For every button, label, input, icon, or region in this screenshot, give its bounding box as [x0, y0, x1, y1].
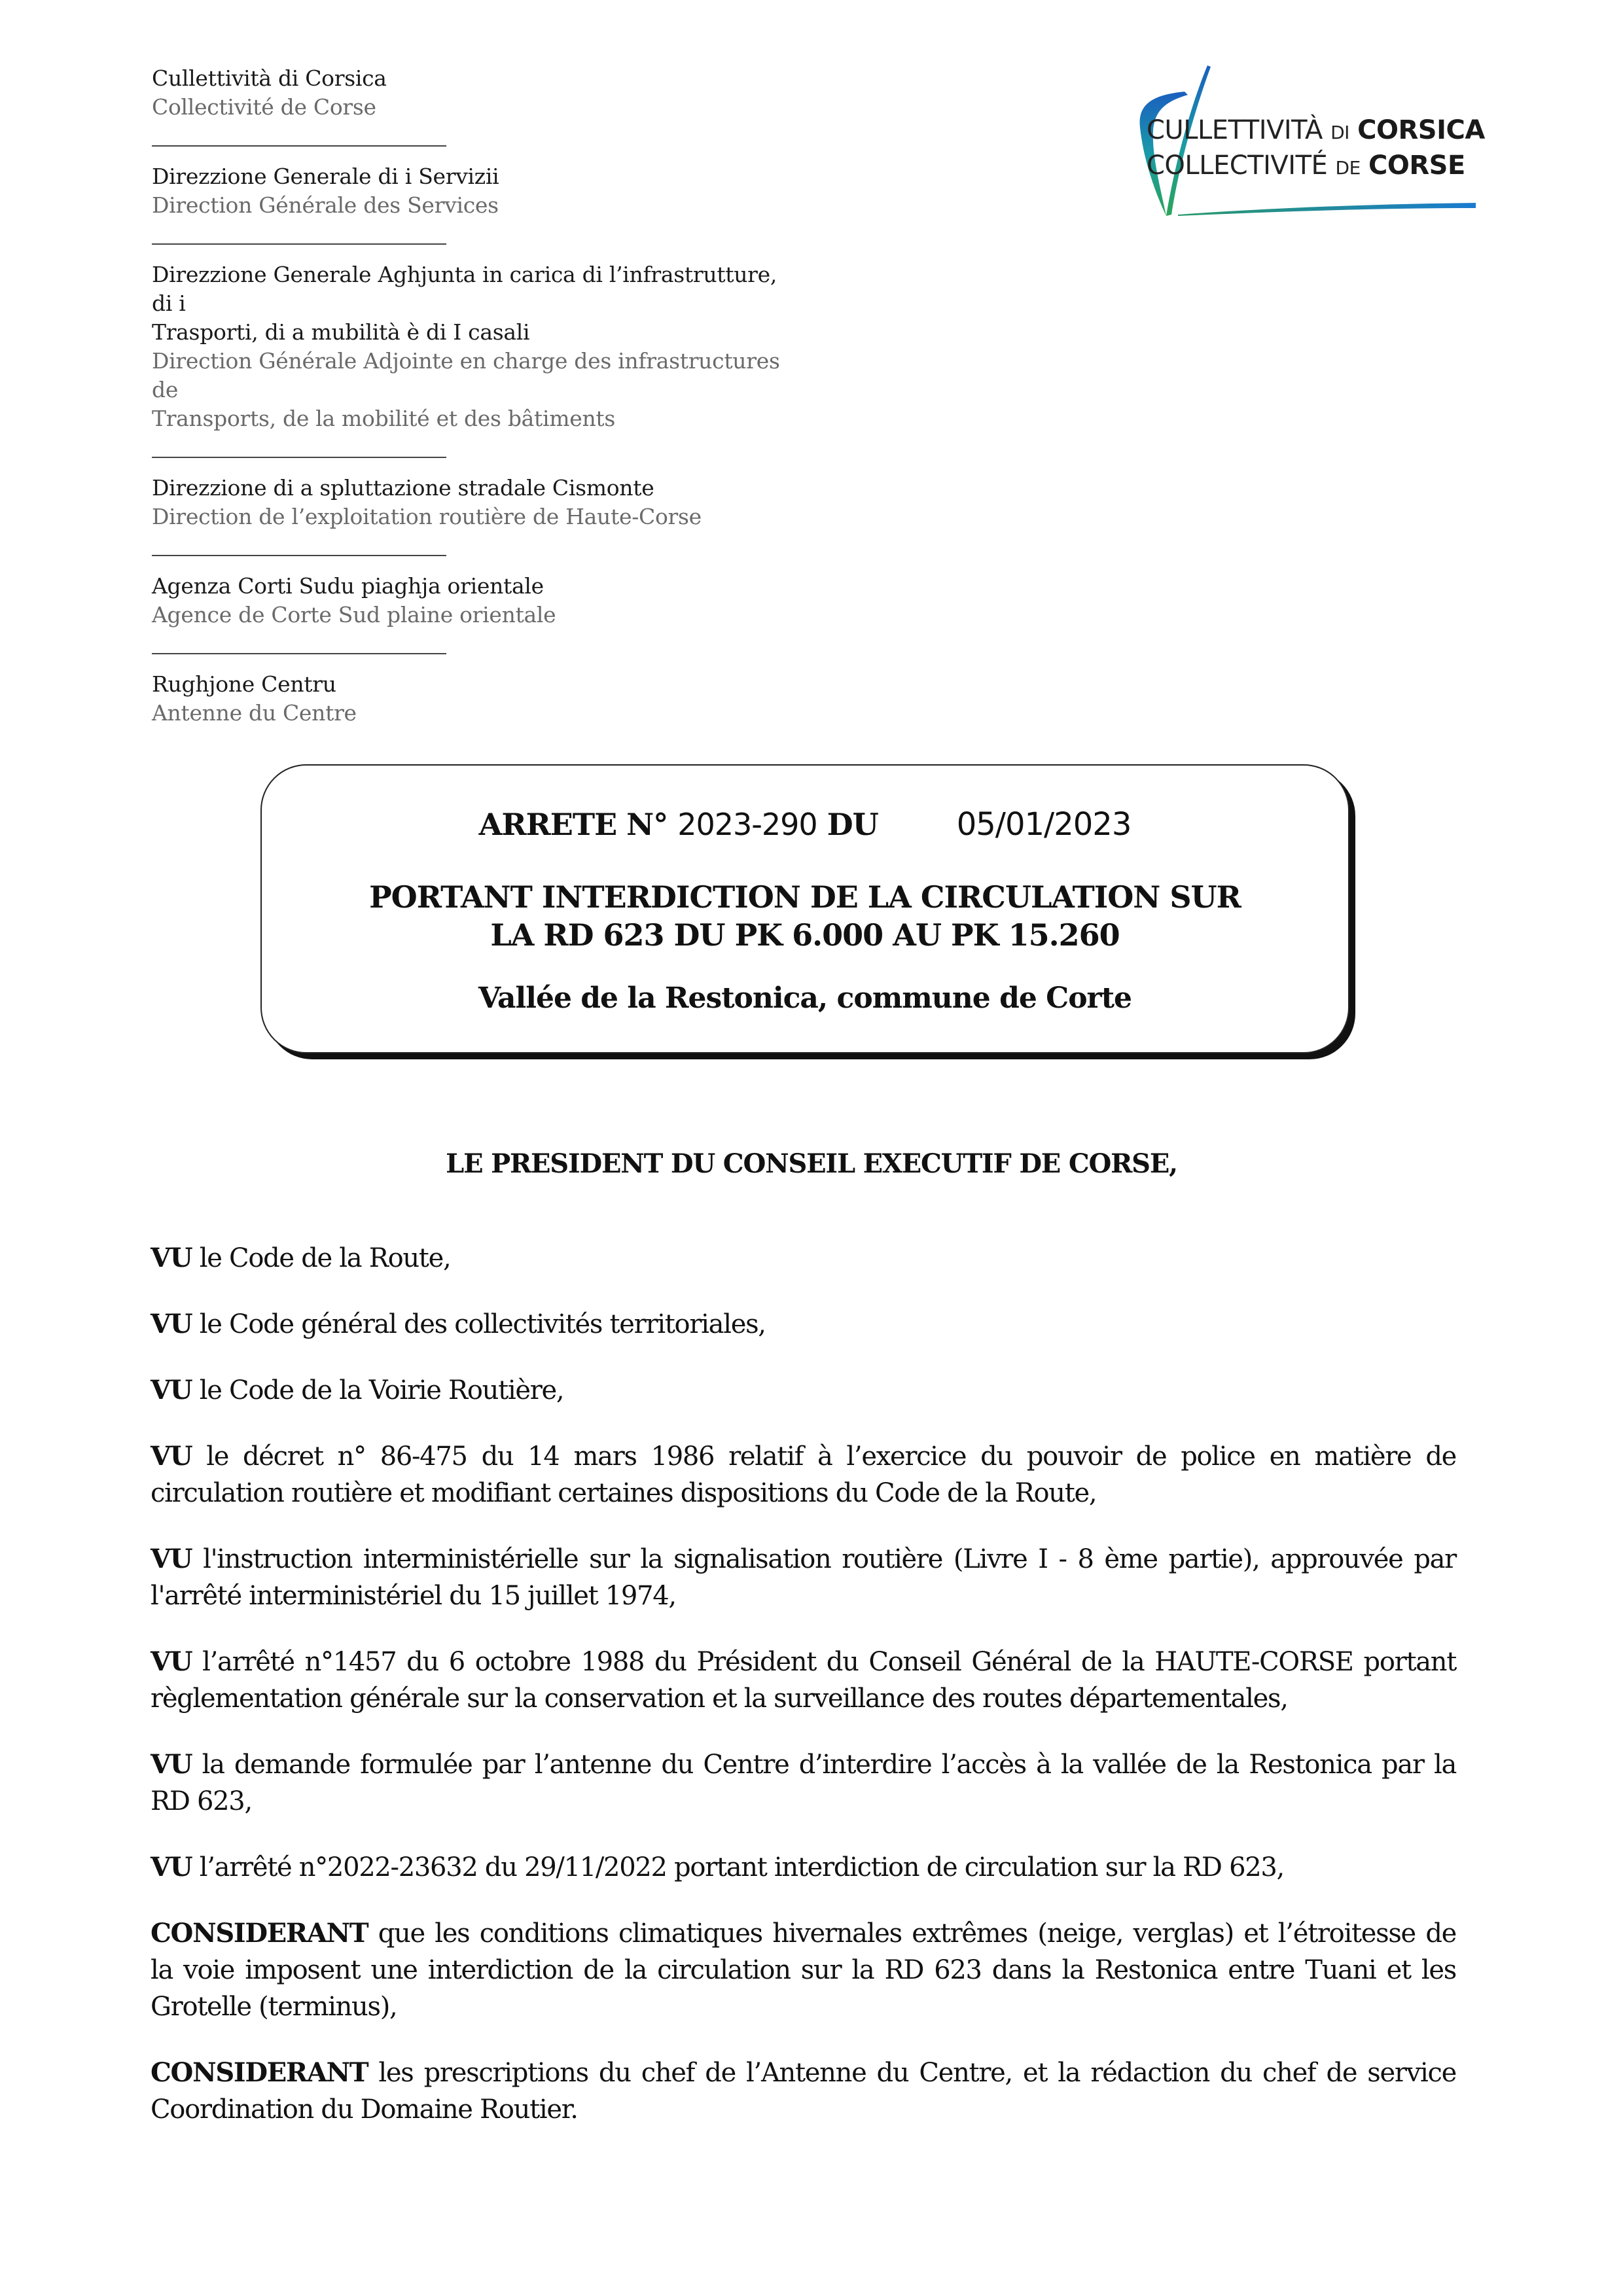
org-name-french: Direction de l’exploitation routière de Haute-Corse: [152, 504, 702, 529]
divider: [152, 243, 446, 245]
considerant-paragraph: CONSIDERANT que les conditions climatiques hivernales extrêmes (neige, verglas) et l’étroitesse de la voie imposent une interdiction de la circulation sur la RD 623 dans la Restonica entre Tuani et les Grotelle (terminus),: [151, 1918, 1456, 2022]
org-name-corsican: Direzzione Generale Aghjunta in carica di l’infrastrutture,: [152, 262, 777, 287]
org-antenne-centre: [152, 670, 806, 728]
org-agence-corte: [152, 572, 806, 629]
arrete-location: Vallée de la Restonica, commune de Corte: [478, 981, 1132, 1015]
recital-paragraph: VU l’arrêté n°1457 du 6 octobre 1988 du Président du Conseil Général de la HAUTE-CORSE portant règlementation générale sur la conservation et la surveillance des routes départementales,: [151, 1646, 1456, 1714]
org-name-french: Antenne du Centre: [152, 700, 357, 726]
org-name-corsican: Direzzione di a spluttazione stradale Cismonte: [152, 475, 654, 501]
considerant-paragraph: CONSIDERANT les prescriptions du chef de l’Antenne du Centre, et la rédaction du chef de service Coordination du Domaine Routier.: [151, 2057, 1456, 2125]
org-name-corsican: Agenza Corti Sudu piaghja orientale: [152, 573, 544, 599]
recitals: [151, 1240, 1456, 2157]
org-dga-infrastructures: [152, 260, 806, 433]
president-heading: LE PRESIDENT DU CONSEIL EXECUTIF DE CORSE,: [446, 1148, 1177, 1179]
arrete-title-box: [260, 764, 1349, 1053]
logo-wordmark: [1147, 114, 1485, 185]
recital-paragraph: VU la demande formulée par l’antenne du Centre d’interdire l’accès à la vallée de la Restonica par la RD 623,: [151, 1749, 1456, 1816]
org-name-french: Direction Générale des Services: [152, 192, 499, 218]
recital-paragraph: VU le Code général des collectivités territoriales,: [151, 1309, 766, 1339]
divider: [152, 653, 446, 654]
recital-paragraph: VU l’arrêté n°2022-23632 du 29/11/2022 portant interdiction de circulation sur la RD 623,: [151, 1852, 1284, 1882]
org-name-french: Transports, de la mobilité et des bâtiments: [152, 406, 616, 431]
org-name-french: Direction Générale Adjointe en charge des infrastructures: [152, 348, 780, 374]
divider: [152, 555, 446, 556]
org-name-corsican: Rughjone Centru: [152, 671, 336, 697]
org-name-french: de: [152, 377, 179, 402]
divider: [152, 145, 446, 147]
org-exploitation-routiere: [152, 474, 806, 531]
logo-line-corsican: CULLETTIVITÀ DI CORSICA: [1147, 115, 1485, 145]
recital-paragraph: VU le décret n° 86-475 du 14 mars 1986 relatif à l’exercice du pouvoir de police en matière de circulation routière et modifiant certaines dispositions du Code de la Route,: [151, 1441, 1456, 1508]
org-name-corsican: Direzzione Generale di i Servizii: [152, 164, 499, 189]
arrete-date: 05/01/2023: [956, 806, 1132, 843]
org-name-corsican: di i: [152, 291, 186, 316]
issuing-authority-header: [152, 64, 806, 728]
collectivite-de-corse-logo: [1106, 65, 1485, 229]
org-name-corsican: Trasporti, di a mubilità è di I casali: [152, 319, 530, 345]
divider: [152, 457, 446, 458]
org-name-french: Agence de Corte Sud plaine orientale: [152, 602, 556, 627]
recital-paragraph: VU l'instruction interministérielle sur la signalisation routière (Livre I - 8 ème partie), approuvée par l'arrêté interministériel du 15 juillet 1974,: [151, 1544, 1456, 1611]
logo-line-french: COLLECTIVITÉ DE CORSE: [1147, 150, 1465, 181]
org-dgs: [152, 162, 806, 220]
arrete-number: 2023-290: [677, 807, 817, 842]
org-collectivite: [152, 64, 806, 122]
recital-paragraph: VU le Code de la Voirie Routière,: [151, 1375, 564, 1405]
org-name-french: Collectivité de Corse: [152, 94, 376, 120]
arrete-number-line: ARRETE N° 2023-290 DU 05/01/2023: [478, 806, 1132, 843]
arrete-subject: PORTANT INTERDICTION DE LA CIRCULATION SUR LA RD 623 DU PK 6.000 AU PK 15.260: [369, 879, 1241, 953]
org-name-corsican: Cullettività di Corsica: [152, 65, 387, 91]
recital-paragraph: VU le Code de la Route,: [151, 1243, 451, 1273]
